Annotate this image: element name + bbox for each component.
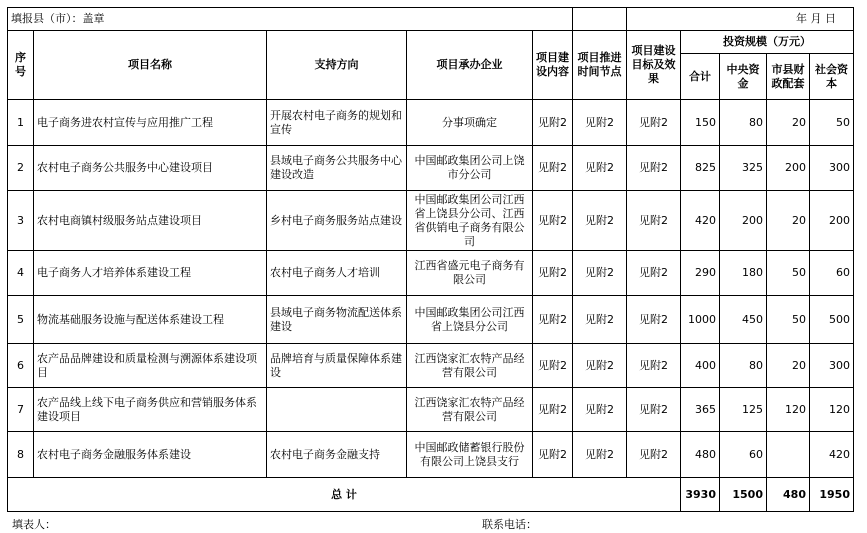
row-social: 420 — [810, 432, 854, 478]
row-central: 450 — [720, 296, 767, 344]
row-name: 电子商务进农村宣传与应用推广工程 — [34, 100, 267, 146]
header-name: 项目名称 — [34, 31, 267, 100]
header-central: 中央资金 — [720, 54, 767, 100]
table-row — [8, 191, 854, 251]
row-content: 见附2 — [533, 296, 573, 344]
row-content: 见附2 — [533, 432, 573, 478]
row-central: 125 — [720, 388, 767, 432]
county-stamp-label: 填报县（市）：盖章 — [8, 8, 573, 31]
header-investment: 投资规模（万元） — [681, 31, 854, 54]
row-node: 见附2 — [573, 100, 627, 146]
row-total: 290 — [681, 251, 720, 296]
row-company: 江西饶家汇农特产品经营有限公司 — [407, 344, 533, 388]
row-target: 见附2 — [627, 296, 681, 344]
row-local: 200 — [767, 146, 810, 191]
row-total: 365 — [681, 388, 720, 432]
row-direction — [267, 388, 407, 432]
total-local: 480 — [767, 478, 810, 512]
header-local: 市县财政配套 — [767, 54, 810, 100]
row-social: 500 — [810, 296, 854, 344]
row-name: 农产品线上线下电子商务供应和营销服务体系建设项目 — [34, 388, 267, 432]
phone-label: 联系电话： — [482, 518, 537, 531]
row-total: 400 — [681, 344, 720, 388]
total-central: 1500 — [720, 478, 767, 512]
row-seq: 8 — [8, 432, 34, 478]
row-social: 300 — [810, 344, 854, 388]
header-company: 项目承办企业 — [407, 31, 533, 100]
row-local: 20 — [767, 191, 810, 251]
header-total: 合计 — [681, 54, 720, 100]
row-total: 420 — [681, 191, 720, 251]
total-total: 3930 — [681, 478, 720, 512]
table-row — [8, 296, 854, 344]
row-seq: 3 — [8, 191, 34, 251]
filler-label: 填表人： — [12, 518, 56, 531]
row-node: 见附2 — [573, 191, 627, 251]
row-local: 120 — [767, 388, 810, 432]
row-local: 50 — [767, 296, 810, 344]
row-name: 农产品品牌建设和质量检测与溯源体系建设项目 — [34, 344, 267, 388]
row-total: 825 — [681, 146, 720, 191]
row-target: 见附2 — [627, 432, 681, 478]
row-seq: 1 — [8, 100, 34, 146]
row-direction: 农村电子商务人才培训 — [267, 251, 407, 296]
row-local: 20 — [767, 344, 810, 388]
row-company: 中国邮政储蓄银行股份有限公司上饶县支行 — [407, 432, 533, 478]
row-content: 见附2 — [533, 344, 573, 388]
table-row — [8, 146, 854, 191]
table-row — [8, 100, 854, 146]
table-row — [8, 388, 854, 432]
row-direction: 县域电子商务物流配送体系建设 — [267, 296, 407, 344]
row-company: 江西饶家汇农特产品经营有限公司 — [407, 388, 533, 432]
row-company: 江西省盛元电子商务有限公司 — [407, 251, 533, 296]
row-node: 见附2 — [573, 432, 627, 478]
table-row — [8, 251, 854, 296]
row-name: 电子商务人才培养体系建设工程 — [34, 251, 267, 296]
row-node: 见附2 — [573, 388, 627, 432]
header-social: 社会资本 — [810, 54, 854, 100]
row-social: 200 — [810, 191, 854, 251]
row-name: 农村电商镇村级服务站点建设项目 — [34, 191, 267, 251]
row-central: 60 — [720, 432, 767, 478]
row-target: 见附2 — [627, 344, 681, 388]
header-row-1 — [8, 31, 854, 54]
date-label: 年 月 日 — [627, 8, 854, 31]
header-seq: 序号 — [8, 31, 34, 100]
row-central: 80 — [720, 100, 767, 146]
header-target: 项目建设目标及效果 — [627, 31, 681, 100]
row-central: 180 — [720, 251, 767, 296]
row-social: 300 — [810, 146, 854, 191]
blank-cell — [573, 8, 627, 31]
row-target: 见附2 — [627, 388, 681, 432]
table-row — [8, 344, 854, 388]
row-local — [767, 432, 810, 478]
total-label: 总 计 — [8, 478, 681, 512]
row-seq: 4 — [8, 251, 34, 296]
header-direction: 支持方向 — [267, 31, 407, 100]
row-node: 见附2 — [573, 146, 627, 191]
row-node: 见附2 — [573, 344, 627, 388]
row-direction: 农村电子商务金融支持 — [267, 432, 407, 478]
row-content: 见附2 — [533, 388, 573, 432]
row-social: 50 — [810, 100, 854, 146]
row-social: 60 — [810, 251, 854, 296]
header-node: 项目推进时间节点 — [573, 31, 627, 100]
row-central: 80 — [720, 344, 767, 388]
row-local: 20 — [767, 100, 810, 146]
row-central: 325 — [720, 146, 767, 191]
row-direction: 开展农村电子商务的规划和宣传 — [267, 100, 407, 146]
row-target: 见附2 — [627, 146, 681, 191]
row-content: 见附2 — [533, 251, 573, 296]
row-company: 中国邮政集团公司江西省上饶县分公司 — [407, 296, 533, 344]
table-row — [8, 432, 854, 478]
header-content: 项目建设内容 — [533, 31, 573, 100]
row-content: 见附2 — [533, 191, 573, 251]
total-row — [8, 478, 854, 512]
row-target: 见附2 — [627, 251, 681, 296]
row-name: 物流基础服务设施与配送体系建设工程 — [34, 296, 267, 344]
row-local: 50 — [767, 251, 810, 296]
row-total: 1000 — [681, 296, 720, 344]
title-row — [8, 8, 854, 31]
row-name: 农村电子商务公共服务中心建设项目 — [34, 146, 267, 191]
total-social: 1950 — [810, 478, 854, 512]
row-central: 200 — [720, 191, 767, 251]
row-seq: 7 — [8, 388, 34, 432]
row-company: 中国邮政集团公司上饶市分公司 — [407, 146, 533, 191]
row-company: 分事项确定 — [407, 100, 533, 146]
row-content: 见附2 — [533, 100, 573, 146]
row-total: 150 — [681, 100, 720, 146]
row-node: 见附2 — [573, 251, 627, 296]
investment-table — [7, 7, 854, 512]
row-direction: 县域电子商务公共服务中心建设改造 — [267, 146, 407, 191]
row-node: 见附2 — [573, 296, 627, 344]
row-target: 见附2 — [627, 100, 681, 146]
row-total: 480 — [681, 432, 720, 478]
row-seq: 6 — [8, 344, 34, 388]
row-social: 120 — [810, 388, 854, 432]
row-direction: 乡村电子商务服务站点建设 — [267, 191, 407, 251]
row-seq: 5 — [8, 296, 34, 344]
row-target: 见附2 — [627, 191, 681, 251]
row-company: 中国邮政集团公司江西省上饶县分公司、江西省供销电子商务有限公司 — [407, 191, 533, 251]
row-direction: 品牌培育与质量保障体系建设 — [267, 344, 407, 388]
row-name: 农村电子商务金融服务体系建设 — [34, 432, 267, 478]
row-content: 见附2 — [533, 146, 573, 191]
row-seq: 2 — [8, 146, 34, 191]
